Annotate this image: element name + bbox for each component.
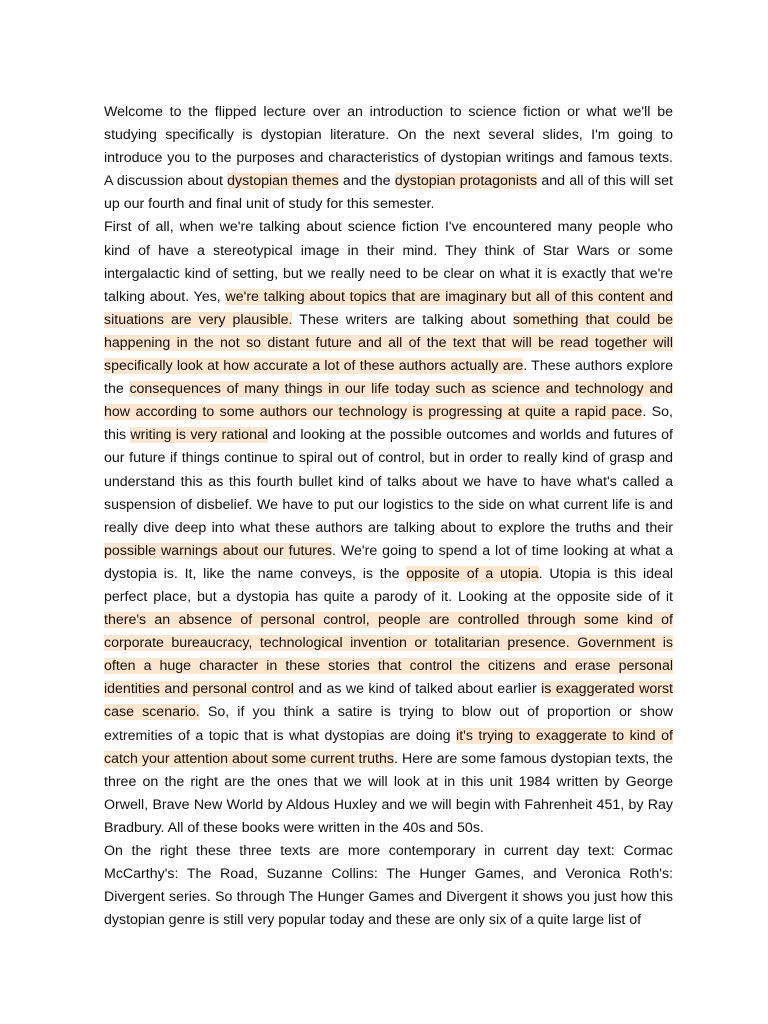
paragraph-contemporary-texts: [104, 840, 673, 932]
document-page: [104, 101, 673, 932]
text-run: . These authors explore the: [104, 358, 673, 398]
highlighted-text: something that could be happening in the not so distant future and all of the text that will be read together will specifically look at how accurate a lot of these authors actually are: [104, 311, 674, 375]
highlighted-text: is exaggerated worst case scenario.: [104, 681, 674, 721]
text-run: and the: [338, 173, 395, 190]
text-run: Welcome to the flipped lecture over an introduction to science fiction or what we'll be studying specifically is dystopian literature. On the next several slides, I'm going to introduce you to the purposes and characteristics of dystopian writings and famous texts. A discussion about: [104, 104, 673, 190]
highlighted-text: possible warnings about our futures: [104, 542, 332, 559]
text-run: . We're going to spend a lot of time looking at what a dystopia is. It, like the name conveys, is the: [104, 542, 673, 582]
highlighted-text: it's trying to exaggerate to kind of catch your attention about some current truths: [104, 727, 673, 767]
text-run: and as we kind of talked about earlier: [293, 681, 542, 698]
text-run: and looking at the possible outcomes and worlds and futures of our future if things continue to spiral out of control, but in order to really kind of grasp and understand this as this fourth bullet kind of talks about we have to have what's called a suspension of disbelief. We have to put our logistics to the side on what current life is and really dive deep into what these authors are talking about to explore the truths and their: [104, 427, 673, 536]
highlighted-text: we're talking about topics that are imaginary but all of this content and situations are very plausible.: [104, 288, 673, 328]
highlighted-text: dystopian themes: [227, 173, 339, 190]
paragraph-science-fiction: [104, 216, 673, 840]
text-run: . Utopia is this ideal perfect place, but a dystopia has quite a parody of it. Looking at the opposite side of it: [104, 565, 673, 605]
text-run: . Here are some famous dystopian texts, the three on the right are the ones that we will look at in this unit 1984 written by George Orwell, Brave New World by Aldous Huxley and we will begin with Fahrenheit 451, by Ray Bradbury. All of these books were written in the 40s and 50s.: [104, 750, 673, 836]
text-run: and all of this will set up our fourth and final unit of study for this semester.: [104, 173, 673, 213]
text-run: First of all, when we're talking about science fiction I've encountered many people who kind of have a stereotypical image in their mind. They think of Star Wars or some intergalactic kind of setting, but we really need to be clear on what it is exactly that we're talking about. Yes,: [104, 219, 673, 305]
text-run: . So, this: [104, 404, 673, 444]
highlighted-text: opposite of a utopia: [406, 565, 539, 582]
highlighted-text: consequences of many things in our life today such as science and technology and how according to some authors our technology is progressing at quite a rapid pace: [104, 381, 673, 421]
text-run: So, if you think a satire is trying to blow out of proportion or show extremities of a topic that is what dystopias are doing: [104, 704, 673, 744]
highlighted-text: dystopian protagonists: [394, 173, 538, 190]
text-run: These writers are talking about: [292, 311, 513, 328]
paragraph-intro: [104, 101, 673, 216]
highlighted-text: there's an absence of personal control, people are controlled through some kind of corporate bureaucracy, technological invention or totalitarian presence. Government is often a huge character in these stories that control the citizens and erase personal identities and personal control: [104, 612, 673, 698]
text-run: On the right these three texts are more contemporary in current day text: Cormac McCarthy's: The Road, Suzanne Collins: The Hunger Games, and Veronica Roth's: Divergent series. So through The Hunger Games and Divergent it shows you just how this dystopian genre is still very popular today and these are only six of a quite large list of: [104, 843, 673, 929]
highlighted-text: writing is very rational: [130, 427, 269, 444]
